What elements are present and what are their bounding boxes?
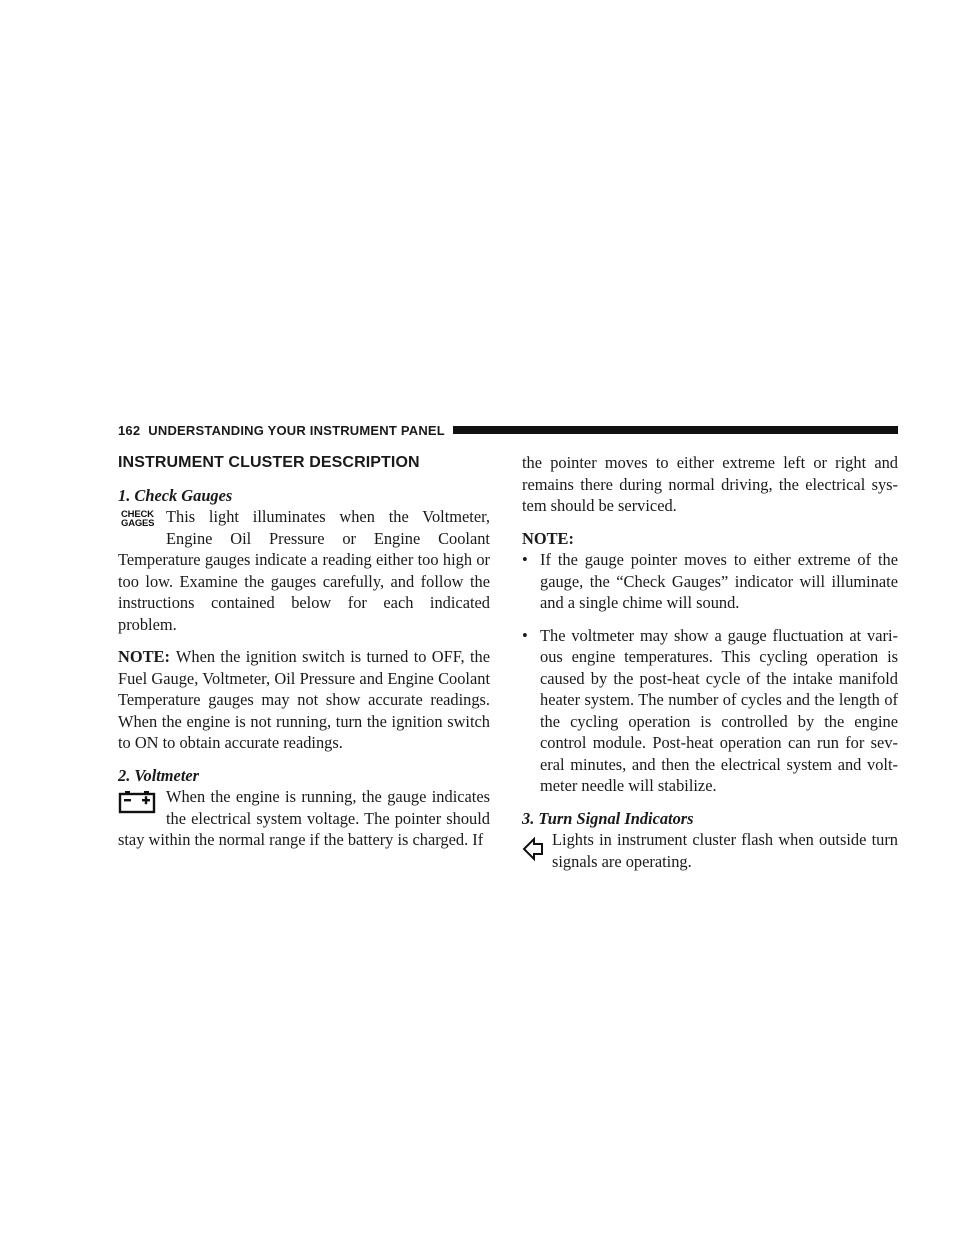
check-gauges-paragraph xyxy=(118,506,490,635)
item-heading-check-gauges: 1. Check Gauges xyxy=(118,485,233,505)
voltmeter-paragraph xyxy=(118,786,490,851)
turn-signal-text: Lights in instrument cluster flash when outside turn signals are operating. xyxy=(552,830,898,871)
check-gauges-icon xyxy=(118,508,162,544)
bullet-text-1: If the gauge pointer moves to either extreme of the gauge, the “Check Gauges” indicator will illuminate and a single chime will sound. xyxy=(540,550,898,612)
item-heading-turn-signal: 3. Turn Signal Indicators xyxy=(522,808,694,828)
check-gauges-icon-label xyxy=(121,510,154,528)
check-gauges-text: This light illuminates when the Voltmeter, Engine Oil Pressure or Engine Coolant Temperature gauges indicate a reading either too high or too low. Examine the gauges carefully, and follow the instructions contained below for each indicated problem. xyxy=(118,507,490,634)
bullet-text-2: The voltmeter may show a gauge fluctuation at vari-ous engine temperatures. This cycling operation is caused by the post-heat cycle of the intake manifold heater system. The number of cycles and the length of the cycling operation is controlled by the engine control module. Post-heat operation can run for sev-eral minutes, and then the electrical system and volt-meter needle will stabilize. xyxy=(540,625,898,795)
header-rule xyxy=(453,426,898,434)
turn-signal-arrow-svg xyxy=(522,835,544,863)
bullet-icon: • xyxy=(522,625,528,645)
page-header xyxy=(118,422,898,438)
list-item xyxy=(522,625,898,797)
bullet-icon: • xyxy=(522,550,528,569)
item-heading-voltmeter: 2. Voltmeter xyxy=(118,765,200,785)
voltmeter-text: When the engine is running, the gauge indicates the electrical system voltage. The pointer should stay within the normal range if the battery is charged. If xyxy=(118,787,490,849)
battery-icon xyxy=(118,788,162,824)
list-item xyxy=(522,549,898,614)
battery-icon-svg xyxy=(118,790,156,814)
note-paragraph xyxy=(118,646,490,754)
note-label: NOTE: xyxy=(118,647,170,666)
note-label-right: NOTE: xyxy=(522,528,574,548)
section-title-header: UNDERSTANDING YOUR INSTRUMENT PANEL xyxy=(148,422,445,438)
right-column xyxy=(522,452,898,872)
note-bullet-list xyxy=(522,549,898,797)
check-gauges-icon-bottom: GAGES xyxy=(121,518,155,529)
note-text: When the ignition switch is turned to OFF, the Fuel Gauge, Voltmeter, Oil Pressure and Engine Coolant Temperature gauges may not show accurate readings. When the engine is not running, turn the ignition switch to ON to obtain accurate readings. xyxy=(118,647,490,752)
voltmeter-continuation: the pointer moves to either extreme left or right and remains there during normal driving, the electrical sys-tem should be serviced. xyxy=(522,453,898,515)
left-column xyxy=(118,452,490,851)
section-title: INSTRUMENT CLUSTER DESCRIPTION xyxy=(118,454,420,471)
page-number: 162 xyxy=(118,422,141,438)
turn-signal-arrow-icon xyxy=(522,831,548,867)
turn-signal-paragraph xyxy=(522,829,898,872)
check-gauges-icon-top: CHECK xyxy=(121,509,154,520)
